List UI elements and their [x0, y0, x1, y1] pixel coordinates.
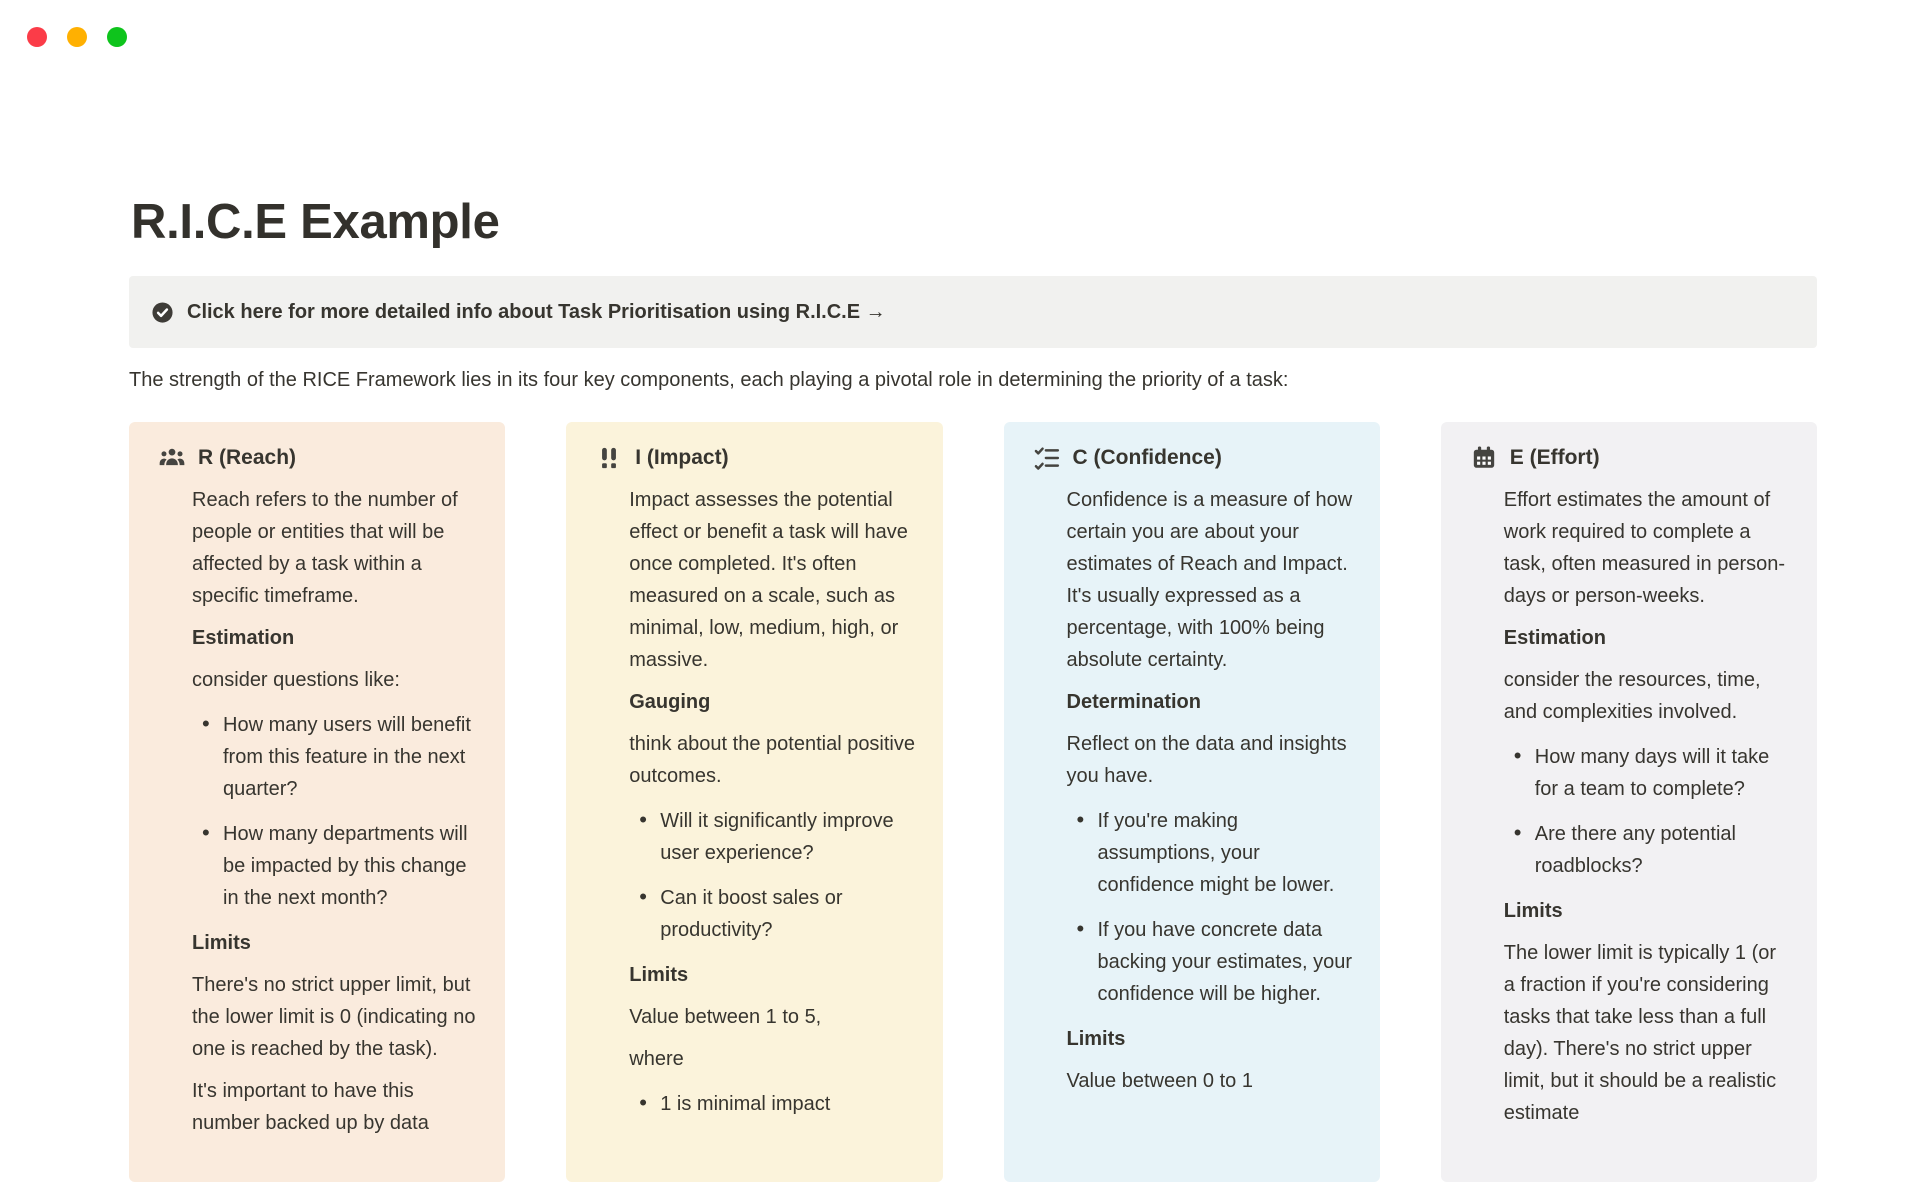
card-subheading: Estimation	[1503, 627, 1606, 649]
intro-paragraph: The strength of the RICE Framework lies in its four key components, each playing a pivotal role in determining the priority of a task:	[129, 369, 1289, 391]
bullet-item: • Can it boost sales or productivity?	[660, 882, 916, 946]
card-body	[1504, 484, 1791, 1129]
bullet-item: • Are there any potential roadblocks?	[1535, 818, 1791, 882]
card-title: E (Effort)	[1509, 446, 1600, 469]
card-paragraph: Impact assesses the potential effect or benefit a task will have once completed. It's often measured on a scale, such as minimal, low, medium, high, or massive.	[629, 489, 908, 671]
card-body	[1067, 484, 1354, 1097]
card-paragraph: Reach refers to the number of people or entities that will be affected by a task within a specific timeframe.	[192, 489, 458, 607]
callout-link[interactable]	[129, 276, 1817, 348]
bullet-list	[629, 1088, 916, 1120]
card-paragraph: think about the potential positive outcomes.	[629, 733, 916, 787]
card-body	[629, 484, 916, 1120]
checklist-icon	[1034, 445, 1060, 471]
card-subheading: Limits	[1503, 900, 1563, 922]
bullet-item: • 1 is minimal impact	[660, 1088, 916, 1120]
cards-row	[129, 422, 1817, 1182]
card-subheading: Determination	[1066, 691, 1201, 713]
card-paragraph: where	[629, 1048, 684, 1070]
card-header	[596, 442, 916, 474]
card-paragraph: Effort estimates the amount of work required to complete a task, often measured in person-days or person-weeks.	[1503, 489, 1786, 607]
bullet-item: • How many days will it take for a team to complete?	[1535, 741, 1791, 805]
window-controls	[27, 27, 127, 47]
card-title: I (Impact)	[635, 446, 729, 469]
zoom-button[interactable]	[107, 27, 127, 47]
bullet-item: • How many users will benefit from this feature in the next quarter?	[223, 709, 479, 805]
card-subheading: Estimation	[192, 627, 295, 649]
minimize-button[interactable]	[67, 27, 87, 47]
callout-text: Click here for more detailed info about Task Prioritisation using R.I.C.E →	[187, 300, 886, 323]
card-reach	[129, 422, 505, 1182]
check-circle-icon	[151, 301, 174, 324]
card-impact	[566, 422, 942, 1182]
card-paragraph: consider questions like:	[192, 669, 400, 691]
bullet-item: • If you're making assumptions, your confidence might be lower.	[1098, 805, 1354, 901]
card-paragraph: Reflect on the data and insights you have.	[1066, 733, 1347, 787]
card-header	[1471, 442, 1791, 474]
bullet-item: • If you have concrete data backing your estimates, your confidence will be higher.	[1098, 914, 1354, 1010]
card-title: C (Confidence)	[1072, 446, 1222, 469]
card-confidence	[1004, 422, 1380, 1182]
card-paragraph: Value between 0 to 1	[1066, 1070, 1253, 1092]
close-button[interactable]	[27, 27, 47, 47]
bullet-list	[1067, 805, 1354, 1010]
bullet-list	[192, 709, 479, 914]
page-content	[129, 193, 1817, 1182]
card-subheading: Limits	[1066, 1028, 1126, 1050]
card-subheading: Limits	[192, 932, 251, 954]
bullet-item: • Will it significantly improve user experience?	[660, 805, 916, 869]
page-title: R.I.C.E Example	[131, 195, 500, 249]
card-header	[159, 442, 479, 474]
calendar-icon	[1471, 445, 1497, 471]
bullet-list	[629, 805, 916, 946]
card-body	[192, 484, 479, 1139]
card-paragraph: The lower limit is typically 1 (or a fraction if you're considering tasks that take less than a full day). There's no strict upper limit, but it should be a realistic estimate	[1503, 942, 1777, 1124]
card-effort	[1441, 422, 1817, 1182]
card-paragraph: consider the resources, time, and complexities involved.	[1503, 669, 1761, 723]
card-subheading: Limits	[629, 964, 689, 986]
card-paragraph: Confidence is a measure of how certain you are about your estimates of Reach and Impact. It's usually expressed as a percentage, with 100% being absolute certainty.	[1066, 489, 1353, 671]
bullet-list	[1504, 741, 1791, 882]
card-subheading: Gauging	[629, 691, 711, 713]
card-paragraph: There's no strict upper limit, but the lower limit is 0 (indicating no one is reached by the task).	[192, 974, 476, 1060]
double-exclamation-icon	[596, 445, 622, 471]
bullet-item: • How many departments will be impacted by this change in the next month?	[223, 818, 479, 914]
people-icon	[159, 445, 185, 471]
card-paragraph: Value between 1 to 5,	[629, 1006, 822, 1028]
card-paragraph: It's important to have this number backed up by data	[192, 1080, 429, 1134]
card-title: R (Reach)	[198, 446, 297, 469]
card-header	[1034, 442, 1354, 474]
